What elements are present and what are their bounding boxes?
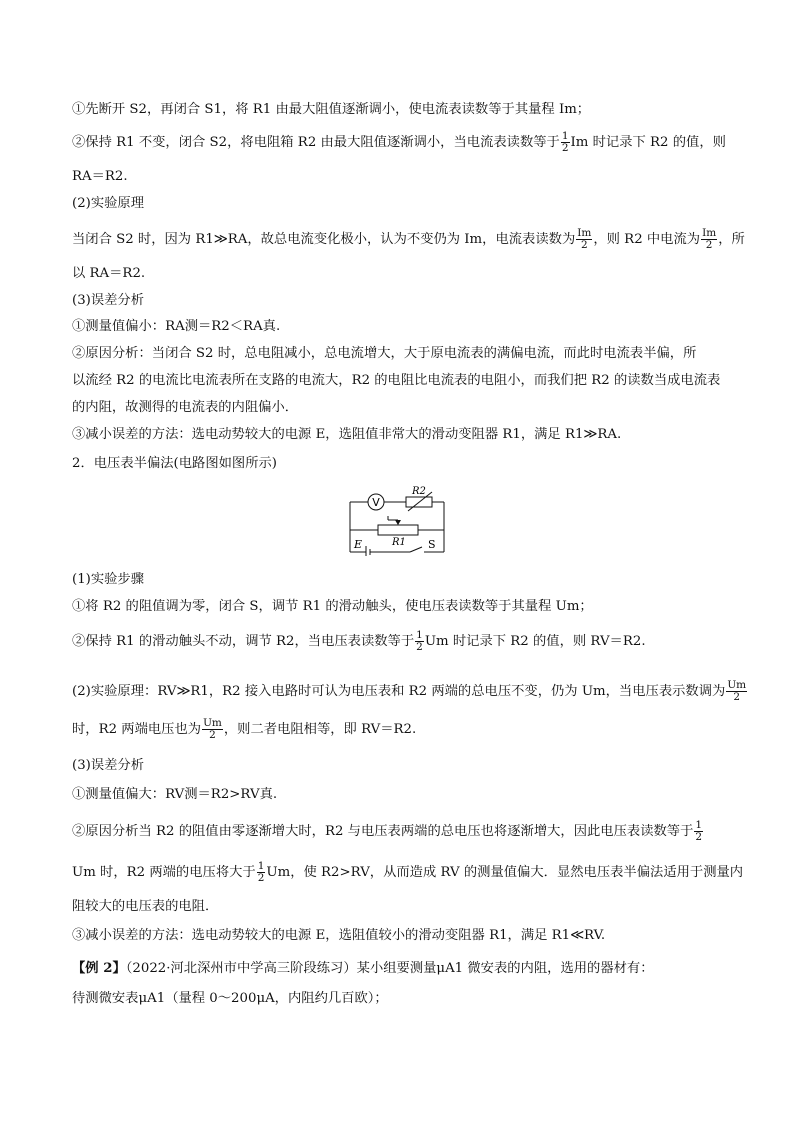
error-v2-line-3: 阻较大的电压表的电阻． (72, 899, 219, 914)
step-2-after: Im 时记录下 R2 的值，则 (570, 135, 726, 150)
section-voltage-half: 2．电压表半偏法(电路图如图所示) (72, 456, 277, 471)
fraction-half-e2: $\frac{1}{2}$ (257, 860, 265, 884)
example-tag: 【例 2】 (72, 961, 126, 976)
error-3: ③减小误差的方法：选电动势较大的电源 E，选阻值非常大的滑动变阻器 R1，满足 R1≫RA. (72, 427, 622, 442)
error-2-line-1: ②原因分析：当闭合 S2 时，总电阻减小，总电流增大，大于原电流表的满偏电流，而此时电流表半偏，所 (72, 346, 697, 361)
step-v1: ①将 R2 的阻值调为零，闭合 S，调节 R1 的滑动触头，使电压表读数等于其量程 Um； (72, 599, 593, 614)
heading-principle: (2)实验原理 (72, 196, 145, 211)
principle-v-line-1: (2)实验原理：RV≫R1，R2 接入电路时可认为电压表和 R2 两端的总电压不变，仍为 Um，当电压表示数调为 $\frac{Um}{2}$ (72, 679, 747, 703)
principle-line-2: 以 RA＝R2. (72, 266, 146, 281)
step-1: ①先断开 S2，再闭合 S1，将 R1 由最大阻值逐渐调小，使电流表读数等于其量程 Im； (72, 102, 591, 117)
error-v2-line-2: Um 时，R2 两端的电压将大于 $\frac{1}{2}$ Um，使 R2>RV，从而造成 RV 的测量值偏大．显然电压表半偏法适用于测量内 (72, 860, 744, 884)
error-2-line-2: 以流经 R2 的电流比电流表所在支路的电流大，R2 的电阻比电流表的电阻小，而我们把 R2 的读数当成电流表 (72, 373, 721, 388)
principle-line-1: 当闭合 S2 时，因为 R1≫RA，故总电流变化极小，认为不变仍为 Im，电流表读数为 $\frac{Im}{2}$ ，则 R2 中电流为 $\frac{Im}{2}$ ，所 (72, 227, 745, 251)
voltmeter-label: V (372, 496, 380, 509)
circuit-diagram (342, 484, 452, 556)
fraction-im-half-2: $\frac{Im}{2}$ (702, 227, 717, 251)
fraction-half-v: $\frac{1}{2}$ (416, 629, 423, 653)
error-2-line-3: 的内阻，故测得的电流表的内阻偏小． (72, 400, 299, 415)
fraction-um-half-2: $\frac{Um}{2}$ (203, 717, 222, 741)
heading-error: (3)误差分析 (72, 293, 145, 308)
r1-label: R1 (392, 537, 406, 548)
step-2 (72, 131, 726, 154)
fraction-um-half: $\frac{Um}{2}$ (727, 679, 747, 703)
fraction-half-e: $\frac{1}{2}$ (695, 819, 703, 843)
step-v2: ②保持 R1 的滑动触头不动，调节 R2，当电压表读数等于 $\frac{1}{2}$ Um 时记录下 R2 的值，则 RV＝R2. (72, 629, 646, 653)
battery-label: E (354, 538, 363, 551)
step-2-text: ②保持 R1 不变，闭合 S2，将电阻箱 R2 由最大阻值逐渐调小，当电流表读数等于 (72, 135, 560, 150)
example-item-1: 待测微安表μA1（量程 0～200μA，内阻约几百欧）； (72, 991, 388, 1006)
error-v3: ③减小误差的方法：选电动势较大的电源 E，选阻值较小的滑动变阻器 R1，满足 R1≪RV. (72, 928, 606, 943)
r2-label: R2 (412, 486, 426, 497)
error-v1: ①测量值偏大：RV测＝R2>RV真. (72, 787, 278, 802)
error-1: ①测量值偏小：RA测＝R2＜RA真. (72, 319, 281, 334)
switch-label: S (428, 538, 436, 551)
example-2 (72, 960, 654, 978)
principle-v-line-2: 时，R2 两端电压也为 $\frac{Um}{2}$ ，则二者电阻相等，即 RV＝R2. (72, 717, 417, 741)
line-ra-equals: RA＝R2. (72, 169, 128, 184)
heading-steps-2: (1)实验步骤 (72, 572, 145, 587)
fraction-im-half: $\frac{Im}{2}$ (577, 227, 592, 251)
error-v2-line-1: ②原因分析当 R2 的阻值由零逐渐增大时，R2 与电压表两端的总电压也将逐渐增大，因此电压表读数等于 $\frac{1}{2}$ (72, 819, 703, 843)
example-text: （2022·河北深州市中学高三阶段练习）某小组要测量μA1 微安表的内阻，选用的器材有： (125, 961, 654, 976)
fraction-half: $\frac{1}{2}$ (561, 130, 569, 154)
heading-error-v: (3)误差分析 (72, 758, 145, 773)
